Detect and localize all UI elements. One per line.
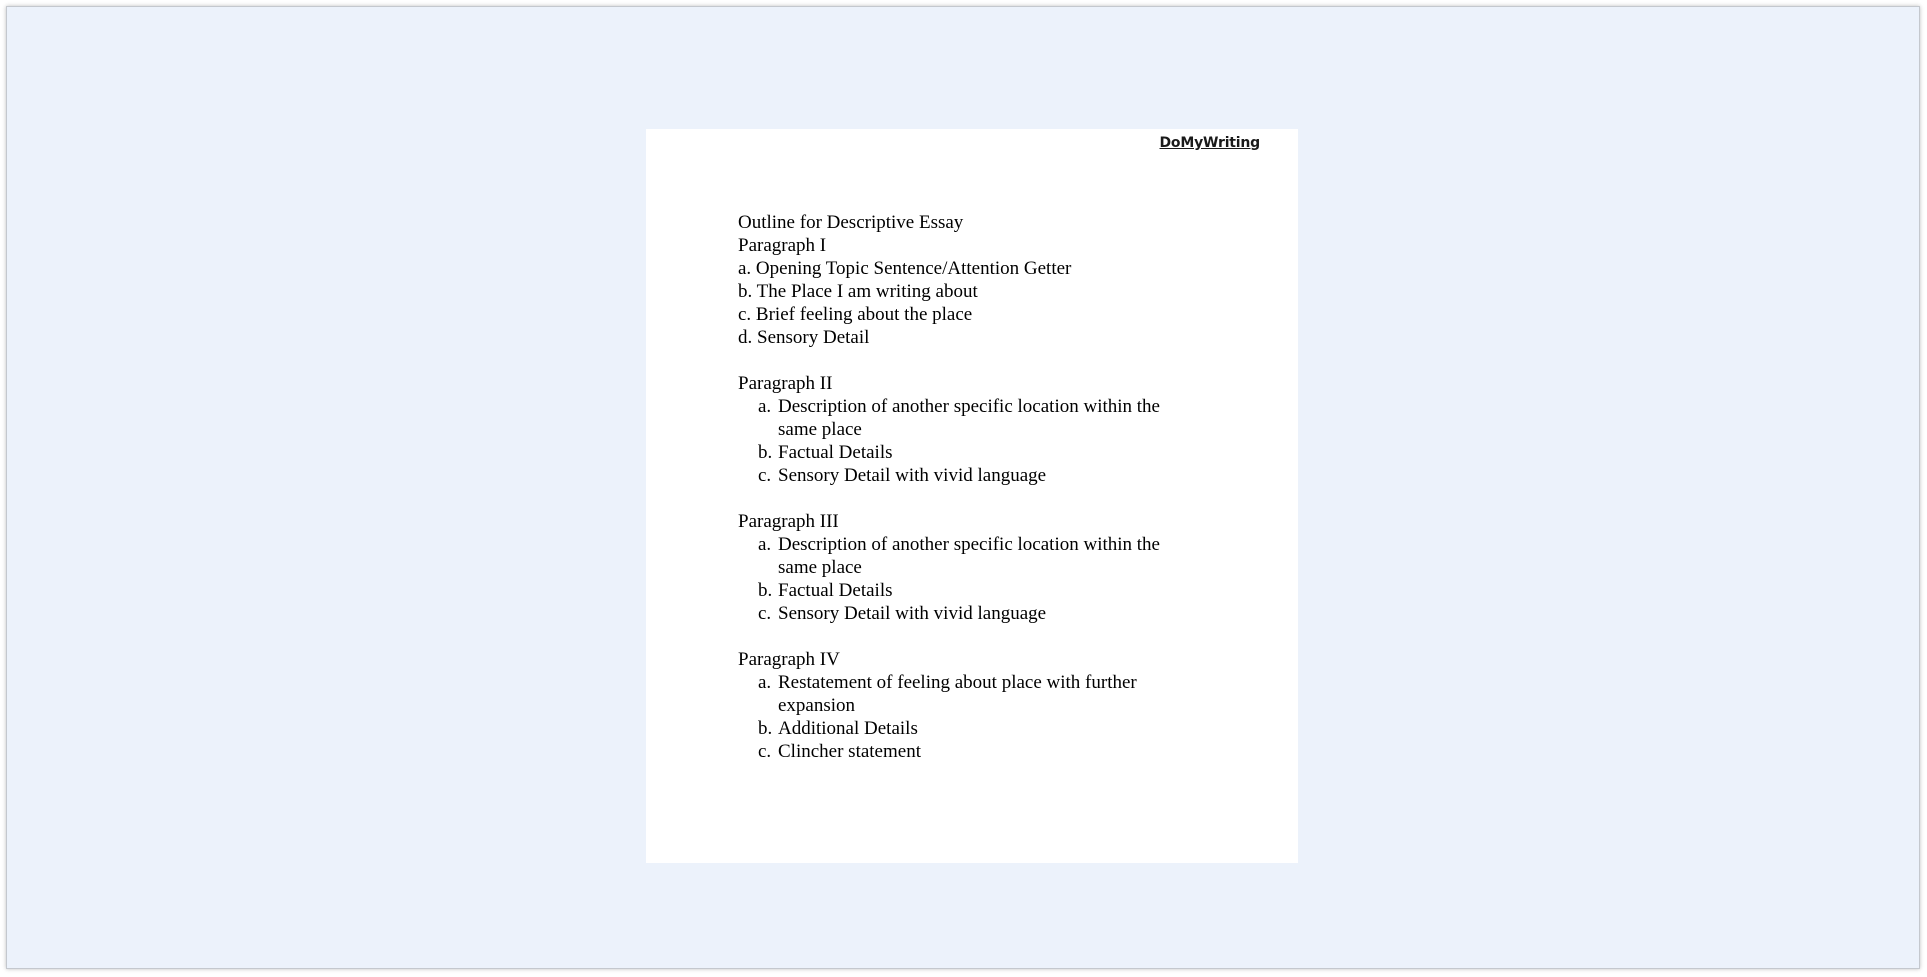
list-marker: c. <box>758 465 772 486</box>
brand-watermark: DoMyWriting <box>1159 135 1260 151</box>
list-marker: a. <box>758 672 772 693</box>
viewer-background <box>6 6 1920 969</box>
list-marker: b. <box>758 580 773 601</box>
list-marker: c. <box>758 603 772 624</box>
list-item <box>738 395 1198 441</box>
list-item <box>738 533 1198 579</box>
list-marker: b. <box>758 442 773 463</box>
list-item-text: Additional Details <box>778 718 918 739</box>
list-item <box>738 717 1198 740</box>
list-item-text: Factual Details <box>778 442 893 463</box>
paragraph-1-heading: Paragraph I <box>738 235 827 256</box>
list-item-text: Sensory Detail with vivid language <box>778 603 1047 624</box>
paragraph-2-heading: Paragraph II <box>738 373 833 394</box>
paragraph-1-item: c. Brief feeling about the place <box>738 304 973 325</box>
list-item-text: Description of another specific location within the same place <box>778 396 1160 440</box>
list-marker: b. <box>758 718 773 739</box>
paragraph-3-heading: Paragraph III <box>738 511 839 532</box>
outline-content <box>738 211 1218 763</box>
paragraph-2-list <box>738 395 1218 487</box>
document-page <box>646 129 1298 863</box>
list-item <box>738 740 1198 763</box>
spacer <box>738 487 1218 510</box>
list-item-text: Description of another specific location within the same place <box>778 534 1160 578</box>
list-item-text: Sensory Detail with vivid language <box>778 465 1047 486</box>
spacer <box>738 349 1218 372</box>
list-marker: a. <box>758 534 772 555</box>
paragraph-3-list <box>738 533 1218 625</box>
paragraph-4-list <box>738 671 1218 763</box>
paragraph-1-item: b. The Place I am writing about <box>738 281 978 302</box>
document-title: Outline for Descriptive Essay <box>738 212 964 233</box>
list-item <box>738 579 1198 602</box>
list-item <box>738 441 1198 464</box>
list-item <box>738 671 1198 717</box>
paragraph-1-item: a. Opening Topic Sentence/Attention Getter <box>738 258 1072 279</box>
list-marker: c. <box>758 741 772 762</box>
list-marker: a. <box>758 396 772 417</box>
list-item-text: Factual Details <box>778 580 893 601</box>
list-item <box>738 464 1198 487</box>
list-item <box>738 602 1198 625</box>
spacer <box>738 625 1218 648</box>
paragraph-4-heading: Paragraph IV <box>738 649 840 670</box>
list-item-text: Clincher statement <box>778 741 921 762</box>
list-item-text: Restatement of feeling about place with further expansion <box>778 672 1137 716</box>
paragraph-1-item: d. Sensory Detail <box>738 327 870 348</box>
